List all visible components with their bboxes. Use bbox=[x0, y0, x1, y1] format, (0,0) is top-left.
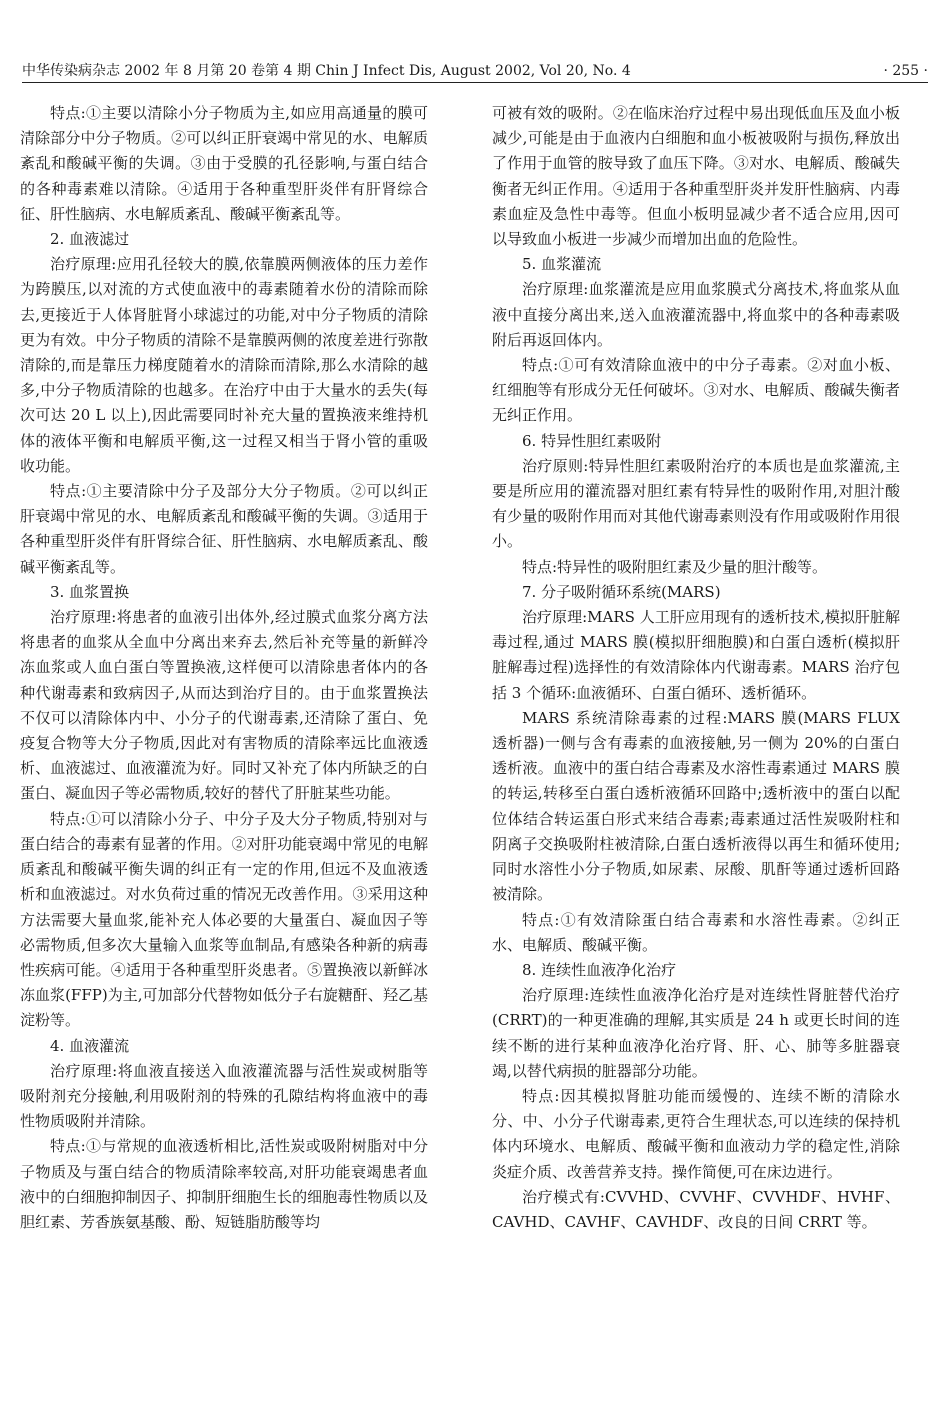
paragraph: 特点:①可有效清除血液中的中分子毒素。②对血小板、红细胞等有形成分无任何破坏。③对水、电解质、酸碱失衡者无纠正作用。 bbox=[492, 356, 900, 425]
paragraph: 特点:特异性的吸附胆红素及少量的胆汁酸等。 bbox=[522, 557, 828, 576]
running-header bbox=[22, 60, 928, 83]
section-heading: 6. 特异性胆红素吸附 bbox=[522, 431, 662, 450]
paragraph: 特点:①主要清除中分子及部分大分子物质。②可以纠正肝衰竭中常见的水、电解质紊乱和酸碱平衡的失调。③适用于各种重型肝炎伴有肝肾综合征、肝性脑病、水电解质紊乱、酸碱平衡紊乱等。 bbox=[20, 482, 428, 576]
paragraph: 可被有效的吸附。②在临床治疗过程中易出现低血压及血小板减少,可能是由于血液内白细胞和血小板被吸附与损伤,释放出了作用于血管的胺导致了血压下降。③对水、电解质、酸碱失衡者无纠正作用。④适用于各种重型肝炎并发肝性脑病、内毒素血症及急性中毒等。但血小板明显减少者不适合应用,因可以导致血小板进一步减少而增加出血的危险性。 bbox=[492, 104, 900, 249]
section-heading: 7. 分子吸附循环系统(MARS) bbox=[522, 582, 721, 601]
paragraph: 特点:①有效清除蛋白结合毒素和水溶性毒素。②纠正水、电解质、酸碱平衡。 bbox=[492, 910, 900, 954]
section-heading: 5. 血浆灌流 bbox=[522, 255, 602, 274]
paragraph: 特点:①主要以清除小分子物质为主,如应用高通量的膜可清除部分中分子物质。②可以纠正肝衰竭中常见的水、电解质紊乱和酸碱平衡的失调。③由于受膜的孔径影响,与蛋白结合的各种毒素难以清除。④适用于各种重型肝炎伴有肝肾综合征、肝性脑病、水电解质紊乱、酸碱平衡紊乱等。 bbox=[20, 104, 428, 223]
paragraph: 特点:①可以清除小分子、中分子及大分子物质,特别对与蛋白结合的毒素有显著的作用。②对肝功能衰竭中常见的电解质紊乱和酸碱平衡失调的纠正有一定的作用,但远不及血液透析和血液滤过。对水负荷过重的情况无改善作用。③采用这种方法需要大量血浆,能补充人体必要的大量蛋白、凝血因子等必需物质,但多次大量输入血浆等血制品,有感染各种新的病毒性疾病可能。④适用于各种重型肝炎患者。⑤置换液以新鲜冰冻血浆(FFP)为主,可加部分代替物如低分子右旋糖酐、羟乙基淀粉等。 bbox=[20, 809, 428, 1030]
section-heading: 3. 血浆置换 bbox=[50, 582, 130, 601]
section-heading: 4. 血液灌流 bbox=[50, 1036, 130, 1055]
section-heading: 2. 血液滤过 bbox=[50, 230, 130, 249]
paragraph: 治疗原则:特异性胆红素吸附治疗的本质也是血浆灌流,主要是所应用的灌流器对胆红素有特异性的吸附作用,对胆汁酸有少量的吸附作用而对其他代谢毒素则没有作用或吸附作用很小。 bbox=[492, 456, 900, 551]
page-number: · 255 · bbox=[883, 63, 928, 79]
left-column bbox=[20, 101, 428, 1235]
paragraph: 治疗原理:血浆灌流是应用血浆膜式分离技术,将血浆从血液中直接分离出来,送入血液灌流器中,将血浆中的各种毒素吸附后再返回体内。 bbox=[492, 280, 900, 349]
paragraph: 治疗模式有:CVVHD、CVVHF、CVVHDF、HVHF、CAVHD、CAVHF、CAVHDF、改良的日间 CRRT 等。 bbox=[492, 1187, 900, 1231]
paragraph: 特点:因其模拟肾脏功能而缓慢的、连续不断的清除水分、中、小分子代谢毒素,更符合生理状态,可以连续的保持机体内环境水、电解质、酸碱平衡和血液动力学的稳定性,消除炎症介质、改善营养支持。操作简便,可在床边进行。 bbox=[492, 1086, 900, 1181]
paragraph: 治疗原理:应用孔径较大的膜,依靠膜两侧液体的压力差作为跨膜压,以对流的方式使血液中的毒素随着水份的清除而除去,更接近于人体肾脏肾小球滤过的功能,对中分子物质的清除更为有效。中分子物质的清除不是靠膜两侧的浓度差进行弥散清除的,而是靠压力梯度随着水的清除而清除,那么水清除的越多,中分子物质清除的也越多。在治疗中由于大量水的丢失(每次可达 20 L 以上),因此需要同时补充大量的置换液来维持机体的液体平衡和电解质平衡,这一过程又相当于肾小管的重吸收功能。 bbox=[20, 255, 428, 475]
paragraph: 治疗原理:MARS 人工肝应用现有的透析技术,模拟肝脏解毒过程,通过 MARS 膜(模拟肝细胞膜)和白蛋白透析(模拟肝脏解毒过程)选择性的有效清除体内代谢毒素。MARS 治疗包括 3 个循环:血液循环、白蛋白循环、透析循环。 bbox=[492, 608, 900, 702]
paragraph: MARS 系统清除毒素的过程:MARS 膜(MARS FLUX 透析器)一侧与含有毒素的血液接触,另一侧为 20%的白蛋白透析液。血液中的蛋白结合毒素及水溶性毒素通过 MARS 膜的转运,转移至白蛋白透析液循环回路中;透析液中的蛋白以配位体结合转运蛋白形式来结合毒素;毒素通过活性炭吸附柱和阴离子交换吸附柱被清除,白蛋白透析液得以再生和循环使用;同时水溶性小分子物质,如尿素、尿酸、肌酐等通过透析回路被清除。 bbox=[492, 708, 900, 904]
section-heading: 8. 连续性血液净化治疗 bbox=[522, 960, 677, 979]
journal-citation: 中华传染病杂志 2002 年 8 月第 20 卷第 4 期 Chin J Infect Dis, August 2002, Vol 20, No. 4 bbox=[22, 63, 631, 79]
paragraph: 治疗原理:将血液直接送入血液灌流器与活性炭或树脂等吸附剂充分接触,利用吸附剂的特殊的孔隙结构将血液中的毒性物质吸附并清除。 bbox=[20, 1061, 428, 1131]
paragraph: 治疗原理:连续性血液净化治疗是对连续性肾脏替代治疗(CRRT)的一种更准确的理解,其实质是 24 h 或更长时间的连续不断的进行某种血液净化治疗肾、肝、心、肺等多脏器衰竭,以替代病损的脏器部分功能。 bbox=[492, 986, 900, 1080]
paragraph: 治疗原理:将患者的血液引出体外,经过膜式血浆分离方法将患者的血浆从全血中分离出来弃去,然后补充等量的新鲜冷冻血浆或人血白蛋白等置换液,这样便可以清除患者体内的各种代谢毒素和致病因子,从而达到治疗目的。由于血浆置换法不仅可以清除体内中、小分子的代谢毒素,还清除了蛋白、免疫复合物等大分子物质,因此对有害物质的清除率远比血液透析、血液滤过、血液灌流为好。同时又补充了体内所缺乏的白蛋白、凝血因子等必需物质,较好的替代了肝脏某些功能。 bbox=[20, 608, 428, 803]
paragraph: 特点:①与常规的血液透析相比,活性炭或吸附树脂对中分子物质及与蛋白结合的物质清除率较高,对肝功能衰竭患者血液中的白细胞抑制因子、抑制肝细胞生长的细胞毒性物质以及胆红素、芳香族氨基酸、酚、短链脂肪酸等均 bbox=[20, 1137, 428, 1231]
right-column bbox=[492, 101, 900, 1235]
